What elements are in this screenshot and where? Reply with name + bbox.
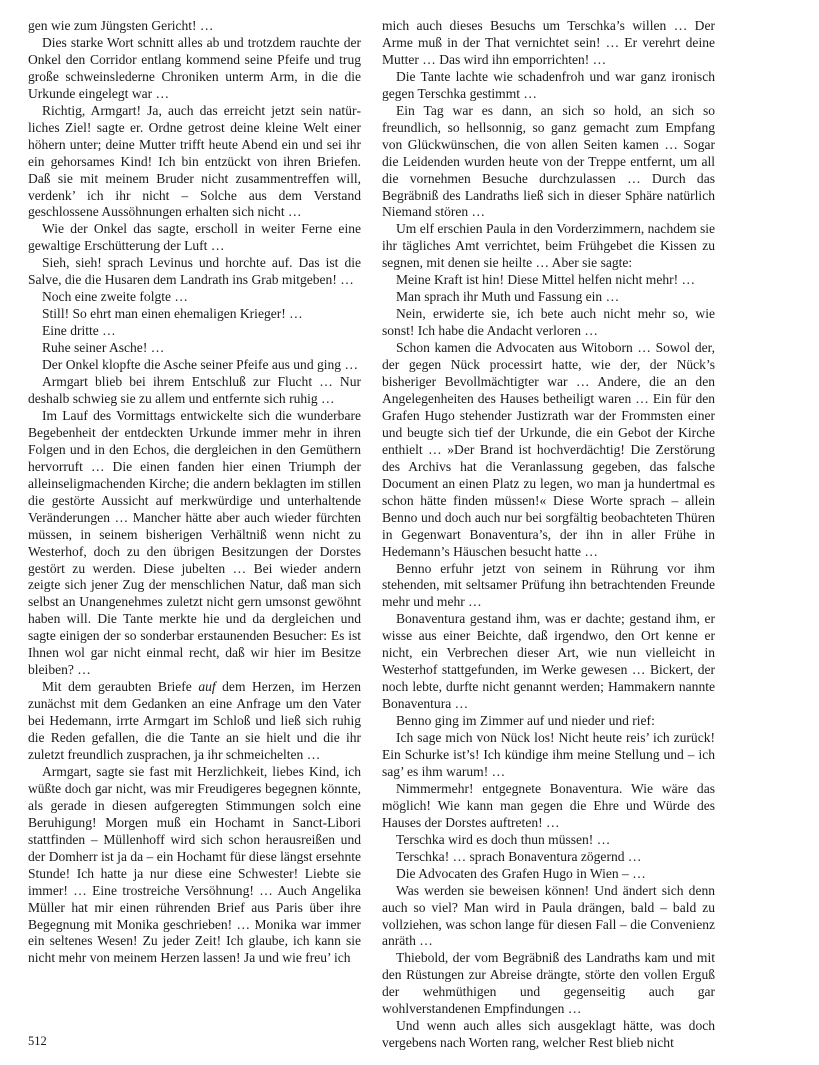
left-column xyxy=(28,18,361,967)
paragraph: Benno ging im Zimmer auf und nieder und rief: xyxy=(396,713,655,729)
paragraph: Die Advocaten des Grafen Hugo in Wien – … xyxy=(396,865,646,881)
paragraph: Thiebold, der vom Begräbniß des Landraths kam und mit den Rüstungen zur Abreise drängte, störte den vollen Erguß der wehmüthigen und gegenseitig auch gar wohlverstandenen Empfindungen … xyxy=(382,950,715,1017)
paragraph: Terschka wird es doch thun müssen! … xyxy=(396,831,611,847)
paragraph-continuation: mich auch dieses Besuchs um Terschka’s willen … Der Arme muß in der That vernichtet sein! … Er verehrt deine Mutter … Das wird ihn emporrichten! … xyxy=(382,18,715,67)
paragraph: Ein Tag war es dann, an sich so hold, an sich so freundlich, so hellsonnig, so ganz gemacht zum Empfang von Glückwünschen, die von allen Seiten kamen … Sogar die Leidenden wurden heute von der Treppe entfernt, um all die vornehmen Besuche durchzulassen … Durch das Begräbniß des Landraths ließ sich in dieser Sphäre natürlich Niemand stören … xyxy=(382,102,715,220)
paragraph: Ich sage mich von Nück los! Nicht heute reis’ ich zurück! Ein Schurke ist’s! Ich kündige ihm meine Stellung und – ich sag’ es ihm warum! … xyxy=(382,730,715,779)
paragraph: Armgart blieb bei ihrem Entschluß zur Flucht … Nur deshalb schwieg sie zu allem und entfernte sich ruhig … xyxy=(28,374,361,406)
paragraph: Was werden sie beweisen können! Und ändert sich denn auch so viel? Man wird in Paula drängen, bald – bald zu vollziehen, was schon lange für diesen Fall – die Convenienz anräth … xyxy=(382,882,715,949)
paragraph: Der Onkel klopfte die Asche seiner Pfeife aus und ging … xyxy=(42,357,359,373)
paragraph: Terschka! … sprach Bonaventura zögernd … xyxy=(396,848,642,864)
paragraph: Bonaventura gestand ihm, was er dachte; gestand ihm, er wisse aus einer Beichte, daß irgendwo, den Ort kenne er nicht, ein Verbrechen dieser Art, wie nun vielleicht in Westerhof stattgefunden, im Werke gewesen … Bickert, der noch lebte, durfte nicht genannt werden; Hammakern nannte Bonaventura … xyxy=(382,611,715,712)
paragraph: Eine dritte … xyxy=(42,323,116,339)
paragraph: Richtig, Armgart! Ja, auch das erreicht jetzt sein natürliches Ziel! sagte er. Ordne getrost deine kleine Welt einer höhern unter; deine Mutter trifft heute Abend ein und sei ihr ein gehorsames Kind! Ich bin entzückt von ihren Briefen. Daß sie mit meinem Bruder nicht zusammentreffen will, verdenk’ ich ihr nicht – Solche aus dem Verstand geschlossene Aussöhnungen erhalten sich nicht … xyxy=(28,102,361,220)
paragraph: Benno erfuhr jetzt von seinem in Rührung vor ihm stehenden, mit seltsamer Prüfung ihn betrachtenden Freunde mehr und mehr … xyxy=(382,560,715,610)
paragraph: Und wenn auch alles sich ausgeklagt hätte, was doch vergebens nach Worten rang, welcher Rest blieb nicht xyxy=(382,1018,715,1051)
paragraph: Dies starke Wort schnitt alles ab und trotzdem rauchte der Onkel den Corridor entlang kommend seine Pfeife und trug große schweinslederne Chroniken unterm Arm, in die die Urkunde eingelegt war … xyxy=(28,34,361,101)
page-number: 512 xyxy=(28,1034,47,1048)
paragraph: Im Lauf des Vormittags entwickelte sich die wunderbare Begebenheit der entdeckten Urkunde immer mehr in ihren Folgen und in den Echos, die dergleichen in den Gemüthern hervorruft … Die einen fanden hier einen Triumph der alleinseligmachenden Kirche; die andern beklagten im stillen die gestörte Aussicht auf merkwürdige und unterhaltende Veränderungen … Mancher hätte aber auch wieder fürchten müssen, in seinem bisherigen Verhältniß wenn nicht zu Westerhof, doch zu den übrigen Besitzungen der Dorstes gestört zu werden. Diese jubelten … Bei wieder andern zeigte sich jener Zug der menschlichen Natur, daß man sich selbst an Unangenehmes zuletzt nicht gern umsonst gewöhnt haben will. Die Tante merkte hie und da dergleichen und sagte einigen der so sonderbar erstaunenden Besucher: Es ist Ihnen wol gar nicht einmal recht, daß wir hier im Besitze bleiben? … xyxy=(28,407,361,678)
paragraph: Man sprach ihr Muth und Fassung ein … xyxy=(396,289,620,305)
paragraph: Schon kamen die Advocaten aus Witoborn … Sowol der, der gegen Nück processirt hatte, wie der, der Nück’s bisheriger Bevollmächtigter war … Andere, die an den Angelegenheiten des Hauses betheiligt waren … Ein für den Grafen Hugo stehender Justizrath war der Frommsten einer und beugte sich tief der Urkunde, die ein Gebot der Kirche enthielt … »Der Brand ist hochverdächtig! Die Zerstörung des Archivs hat die Veranlassung gegeben, das falsche Document an einen Platz zu legen, wo man ja hundertmal es schon hätte finden müssen!« Diese Worte sprach – allein Benno und doch auch nur bei sorgfältig beobachteten Thüren in Gegenwart Bonaventura’s, der ihn in aller Frühe in Hedemann’s Häuschen besucht hatte … xyxy=(382,340,715,559)
paragraph-continuation: gen wie zum Jüngsten Gericht! … xyxy=(28,18,214,33)
paragraph: Nimmermehr! entgegnete Bonaventura. Wie wäre das möglich! Wie kann man gegen die Ehre und Würde des Hauses der Dorstes auftreten! … xyxy=(382,780,715,830)
paragraph: Meine Kraft ist hin! Diese Mittel helfen nicht mehr! … xyxy=(396,272,696,288)
paragraph: Armgart, sagte sie fast mit Herzlichkeit, liebes Kind, ich wüßte doch gar nicht, was mir Freudigeres begegnen könnte, als gerade in diesen aufgeregten Stimmungen solch eine Beruhigung! Morgen muß ein Hochamt in Sanct-Libori stattfinden – Müllenhoff wird sich schon herausreißen und der Domherr ist ja da – ein Hochamt für diese längst ersehnte Stunde! Ich hatte ja nur diese eine Schwester! Liebte sie immer! … Eine trostreiche Versöhnung! … Auch Angelika Müller hat mir einen rührenden Brief aus Paris über ihre Begegnung mit Monika geschrieben! … Monika war immer ein seltenes Wesen! Zu jeder Zeit! Ich glaube, ich kann sie nicht mehr von meinem Herzen lassen! Ja und wie freu’ ich xyxy=(28,763,361,966)
paragraph: Um elf erschien Paula in den Vorderzimmern, nachdem sie ihr tägliches Amt verrichtet, beim Frühgebet die Kissen zu segnen, mit denen sie heilte … Aber sie sagte: xyxy=(382,221,715,271)
paragraph: Still! So ehrt man einen ehemaligen Krieger! … xyxy=(42,306,303,322)
paragraph: Die Tante lachte wie schadenfroh und war ganz ironisch gegen Terschka gestimmt … xyxy=(382,68,715,101)
paragraph: Noch eine zweite folgte … xyxy=(42,289,188,305)
right-column xyxy=(382,18,715,1052)
paragraph: Sieh, sieh! sprach Levinus und horchte auf. Das ist die Salve, die die Husaren dem Landrath ins Grab mitgeben! … xyxy=(28,255,361,288)
paragraph: Nein, erwiderte sie, ich bete auch nicht mehr so, wie sonst! Ich habe die Andacht verloren … xyxy=(382,306,715,339)
paragraph: Mit dem geraubten Briefe auf dem Herzen, im Herzen zunächst mit dem Gedanken an eine Anfrage um den Vater bei Hedemann, irrte Armgart im Schloß und ließ sich ruhig die Reden gefallen, die die Tante an sie hielt und die ihr zuletzt freundlich zusprachen, ja ihr schmeichelten … xyxy=(28,679,361,762)
paragraph: Wie der Onkel das sagte, erscholl in weiter Ferne eine gewaltige Erschütterung der Luft … xyxy=(28,221,361,254)
paragraph: Ruhe seiner Asche! … xyxy=(42,340,165,356)
